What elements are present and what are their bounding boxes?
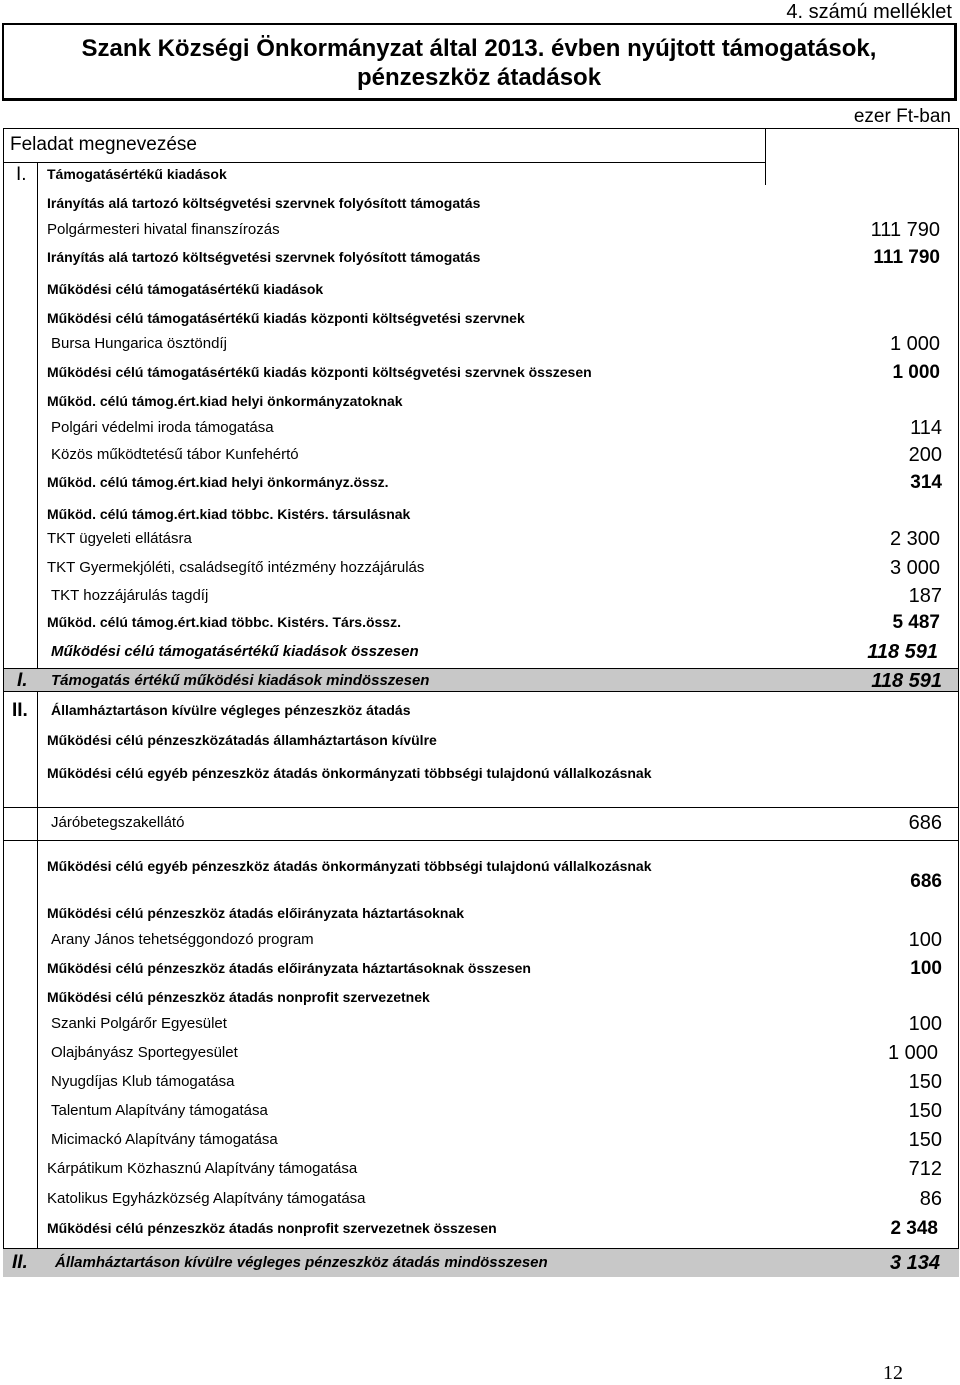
table-row: [0, 1158, 960, 1180]
table-row: [0, 308, 960, 330]
row-value: 111 790: [873, 247, 940, 268]
document-title-line-2: pénzeszköz átadások: [356, 64, 602, 91]
unit-label: ezer Ft-ban: [853, 106, 951, 127]
table-row: [0, 1071, 960, 1093]
row-label: Szanki Polgárőr Egyesület: [51, 1015, 227, 1032]
row-value: 187: [908, 585, 942, 607]
table-row: [0, 472, 960, 494]
annex-label: 4. számú melléklet: [786, 1, 952, 23]
page-number: 12: [883, 1362, 903, 1384]
row-label: Működési célú pénzeszköz átadás előirányzata háztartásoknak: [47, 905, 465, 921]
row-value: 1 000: [887, 1042, 938, 1064]
row-value: 100: [908, 929, 942, 951]
column-header: Feladat megnevezése: [10, 134, 197, 155]
table-row: [0, 1013, 960, 1035]
table-row: [0, 528, 960, 550]
table-row: [0, 730, 960, 752]
table-row: [0, 219, 960, 241]
row-label: TKT ügyeleti ellátásra: [47, 530, 192, 547]
row-label: Működési célú támogatásértékű kiadás központi költségvetési szervnek: [47, 310, 525, 326]
row-label: Járóbetegszakellátó: [51, 814, 185, 831]
row-value: 1 000: [892, 362, 940, 383]
table-row: [0, 362, 960, 384]
row-label: Bursa Hungarica ösztöndíj: [51, 335, 227, 352]
table-row: [0, 670, 960, 692]
row-value: 111 790: [870, 219, 940, 241]
row-label: Működ. célú támog.ért.kiad helyi önkormányz.össz.: [47, 474, 389, 490]
row-label: Működ. célú támog.ért.kiad helyi önkormányzatoknak: [47, 393, 403, 409]
table-row: [0, 958, 960, 980]
row-label: Működési célú pénzeszköz átadás nonprofit szervezetnek összesen: [47, 1220, 497, 1236]
row-label: Arany János tehetséggondozó program: [51, 931, 314, 948]
title-box: [2, 23, 957, 101]
row-value: 686: [908, 812, 942, 834]
table-row: [0, 557, 960, 579]
row-label: Közös működtetésű tábor Kunfehértó: [51, 446, 299, 463]
table-row: [0, 903, 960, 925]
row-label: Államháztartáson kívülre végleges pénzeszköz átadás mindösszesen: [55, 1254, 548, 1271]
table-row: [0, 987, 960, 1009]
row-value: 686: [910, 871, 942, 892]
table-row: [0, 855, 960, 895]
table-row: [0, 1100, 960, 1122]
row-label: Államháztartáson kívülre végleges pénzeszköz átadás: [51, 702, 411, 718]
table-row: [0, 1042, 960, 1064]
row-value: 114: [910, 417, 942, 439]
row-label: Kárpátikum Közhasznú Alapítvány támogatása: [47, 1160, 358, 1177]
row-label: Működési célú támogatásértékű kiadások: [47, 281, 324, 297]
table-row: [0, 1218, 960, 1240]
document-title-line-1: Szank Községi Önkormányzat által 2013. évben nyújtott támogatások,: [81, 35, 877, 62]
table-row: [0, 193, 960, 215]
row-label: Működési célú egyéb pénzeszköz átadás önkormányzati többségi tulajdonú vállalkozásnak: [47, 858, 652, 874]
row-value: 314: [910, 472, 942, 493]
row-label: Támogatásértékű kiadások: [47, 166, 227, 182]
row-label: TKT Gyermekjóléti, családsegítő intézmény hozzájárulás: [47, 559, 425, 576]
table-row: [0, 762, 960, 802]
row-value: 86: [919, 1188, 942, 1210]
table-row: [0, 1188, 960, 1210]
roman-numeral: II.: [12, 700, 28, 721]
table-row: [0, 333, 960, 355]
row-label: Nyugdíjas Klub támogatása: [51, 1073, 235, 1090]
roman-numeral: II.: [12, 1252, 28, 1273]
table-row: [0, 417, 960, 439]
row-label: Működési célú pénzeszköz átadás előirányzata háztartásoknak összesen: [47, 960, 531, 976]
roman-numeral: I.: [16, 164, 27, 185]
header-bottom-line: [3, 162, 765, 163]
row-label: Micimackó Alapítvány támogatása: [51, 1131, 278, 1148]
row-value: 118 591: [871, 670, 942, 692]
table-row: [0, 585, 960, 607]
table-row: [0, 444, 960, 466]
row-label: Támogatás értékű működési kiadások mindösszesen: [51, 672, 430, 689]
table-row: [0, 612, 960, 634]
row-value: 150: [908, 1100, 942, 1122]
row-value: 200: [908, 444, 942, 466]
row-label: Irányítás alá tartozó költségvetési szervnek folyósított támogatás: [47, 195, 481, 211]
row-value: 2 348: [890, 1218, 938, 1239]
row-label: Talentum Alapítvány támogatása: [51, 1102, 268, 1119]
divider-line: [3, 807, 959, 808]
row-label: Működési célú pénzeszközátadás államháztartáson kívülre: [47, 732, 437, 748]
row-label: Olajbányász Sportegyesület: [51, 1044, 238, 1061]
row-value: 150: [908, 1071, 942, 1093]
row-value: 3 134: [889, 1252, 940, 1274]
table-row: [0, 279, 960, 301]
table-row: [0, 641, 960, 663]
row-label: Polgármesteri hivatal finanszírozás: [47, 221, 280, 238]
row-label: Működési célú egyéb pénzeszköz átadás önkormányzati többségi tulajdonú vállalkozásnak: [47, 765, 652, 781]
row-value: 3 000: [889, 557, 940, 579]
row-label: Működési célú támogatásértékű kiadás központi költségvetési szervnek összesen: [47, 364, 592, 380]
table-row: [0, 391, 960, 413]
row-label: Működ. célú támog.ért.kiad többc. Kistérs. társulásnak: [47, 506, 411, 522]
row-value: 2 300: [889, 528, 940, 550]
divider-line: [3, 840, 959, 841]
row-label: Működési célú támogatásértékű kiadások összesen: [51, 643, 419, 660]
table-row: [0, 247, 960, 269]
row-label: Katolikus Egyházközség Alapítvány támogatása: [47, 1190, 366, 1207]
table-row: [0, 504, 960, 526]
row-value: 100: [910, 958, 942, 979]
row-label: Működési célú pénzeszköz átadás nonprofit szervezetnek: [47, 989, 430, 1005]
row-value: 5 487: [892, 612, 940, 633]
row-value: 118 591: [867, 641, 938, 663]
row-label: Polgári védelmi iroda támogatása: [51, 419, 274, 436]
roman-numeral: I.: [17, 670, 28, 691]
row-label: TKT hozzájárulás tagdíj: [51, 587, 209, 604]
table-row: [0, 929, 960, 951]
row-label: Működ. célú támog.ért.kiad többc. Kistérs. Társ.össz.: [47, 614, 401, 630]
row-value: 712: [908, 1158, 942, 1180]
table-row: [0, 700, 960, 722]
table-row: [0, 1252, 960, 1274]
row-label: Irányítás alá tartozó költségvetési szervnek folyósított támogatás: [47, 249, 481, 265]
row-value: 150: [908, 1129, 942, 1151]
table-row: [0, 1129, 960, 1151]
table-row: [0, 164, 960, 186]
row-value: 100: [908, 1013, 942, 1035]
table-row: [0, 812, 960, 834]
row-value: 1 000: [889, 333, 940, 355]
